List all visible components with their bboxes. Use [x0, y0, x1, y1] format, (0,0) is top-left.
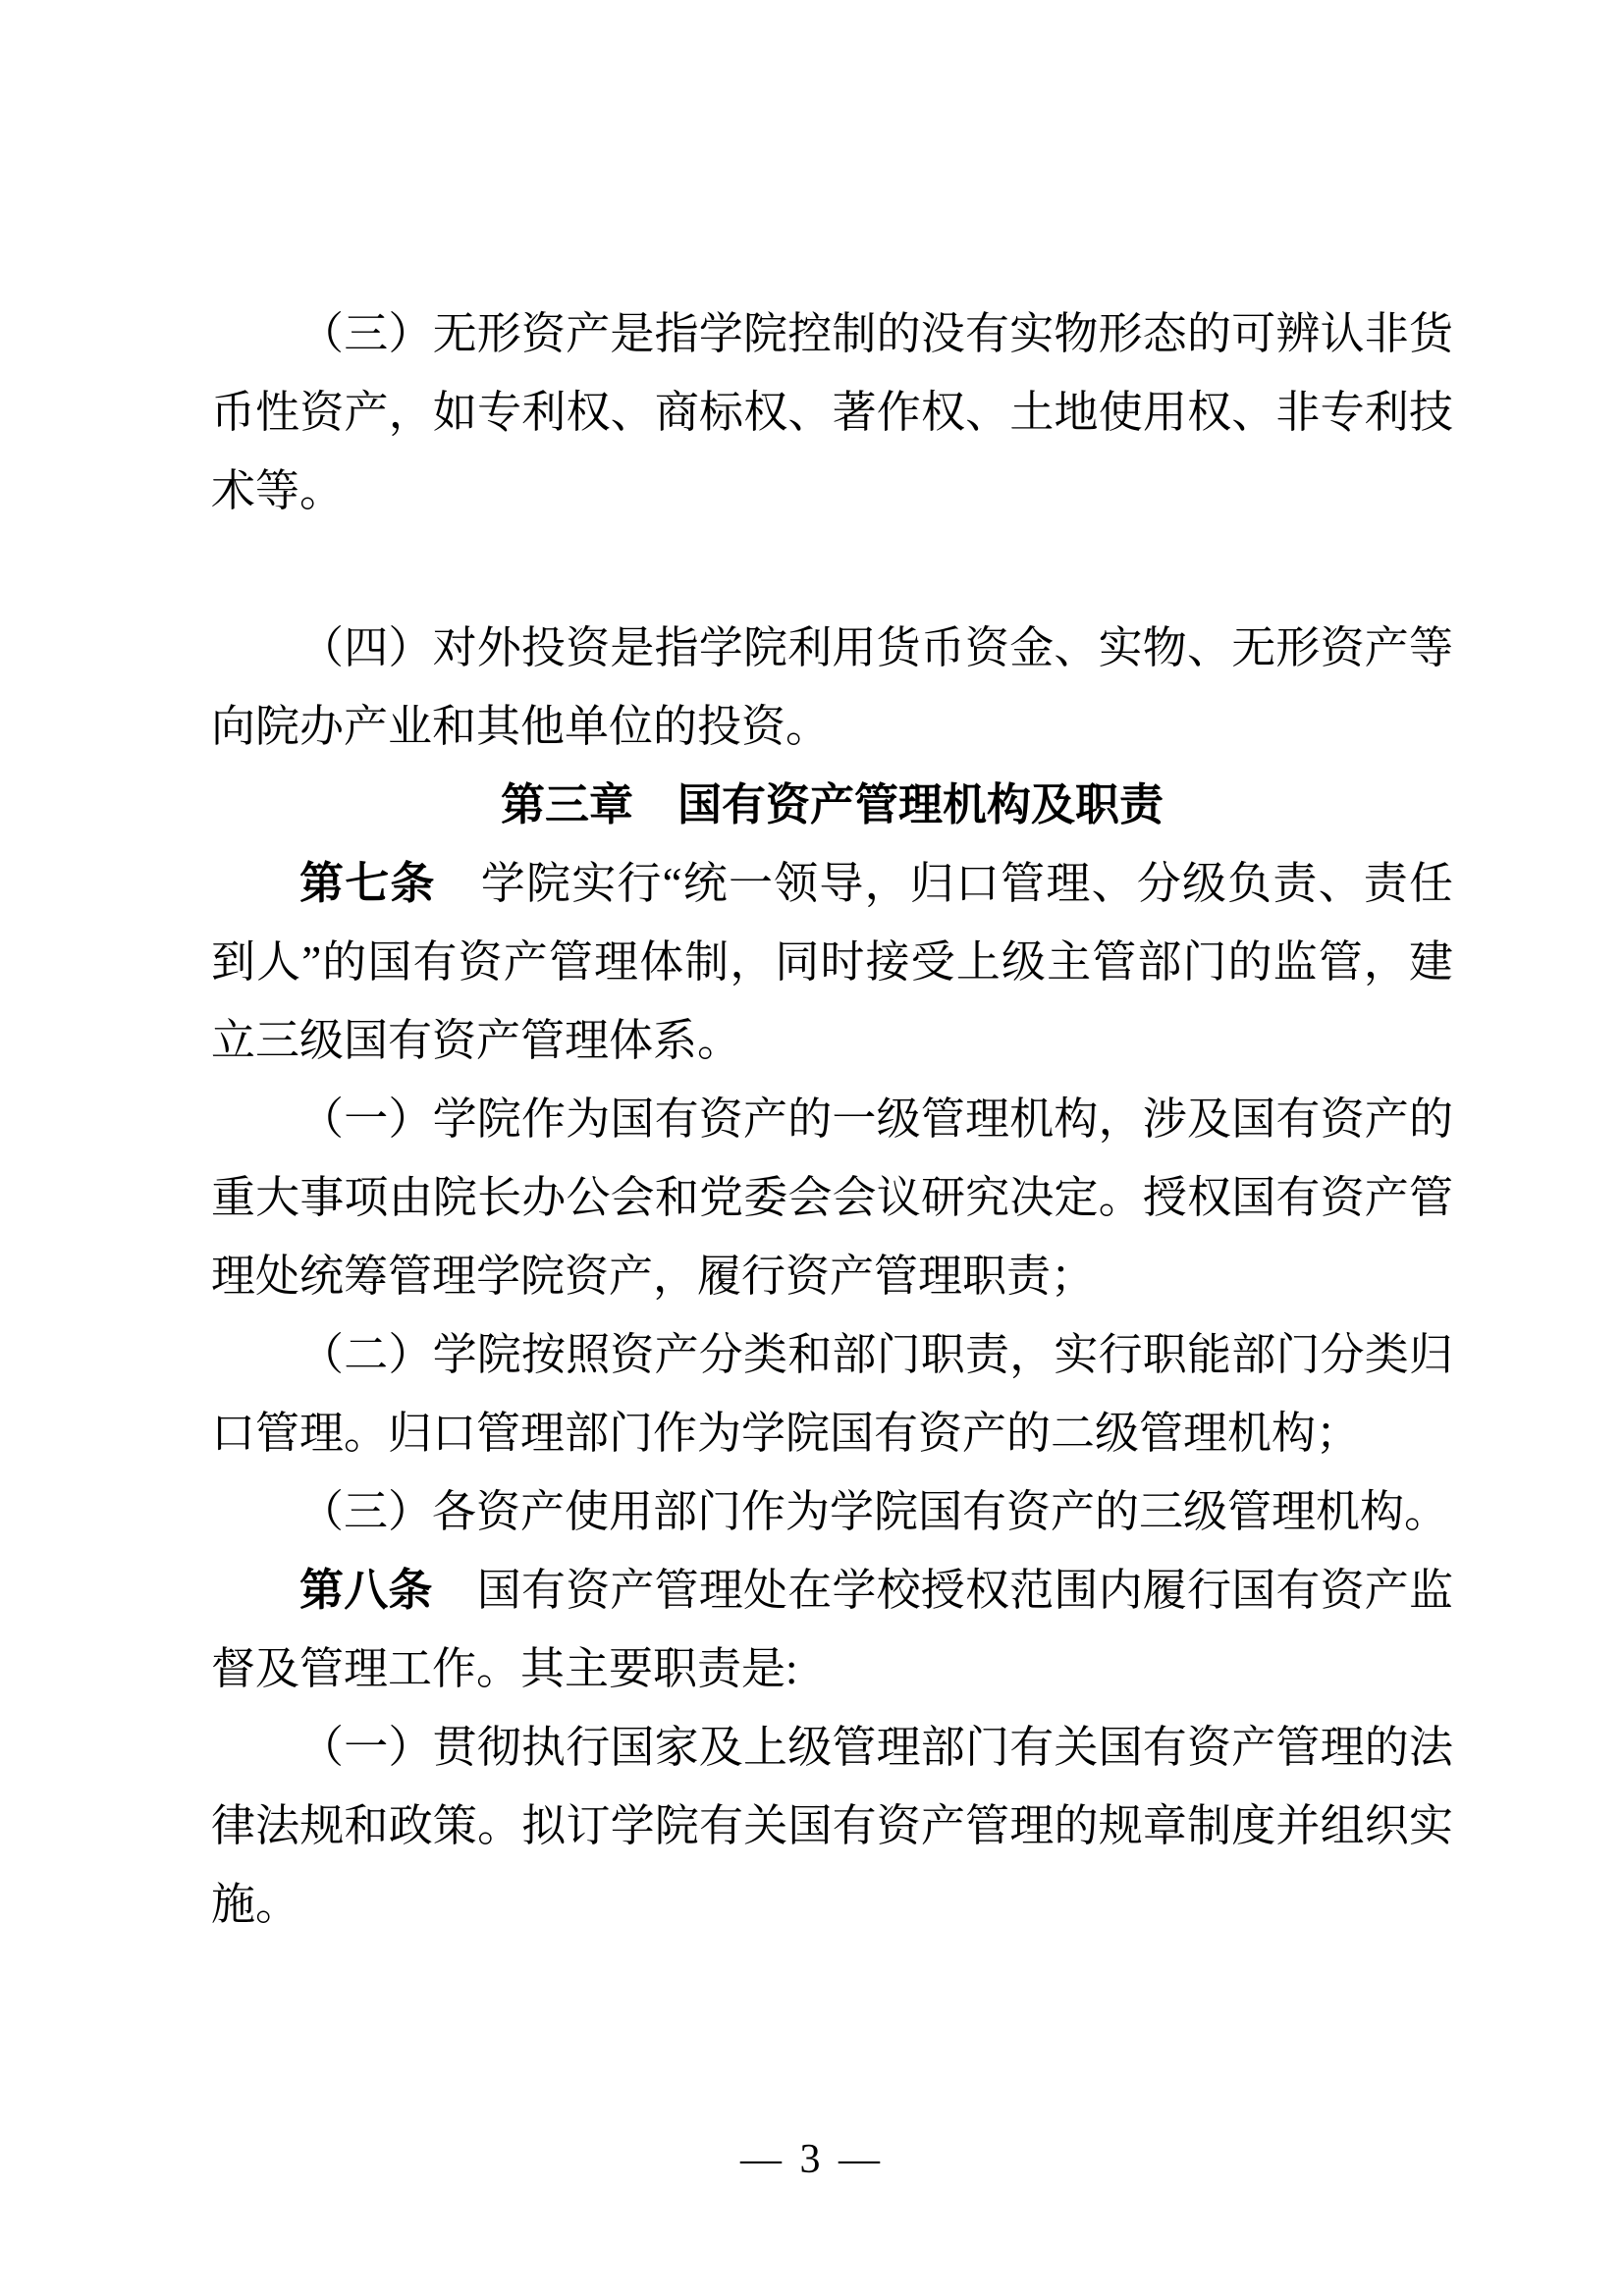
paragraph-item-4-external-investment: （四）对外投资是指学院利用货币资金、实物、无形资产等向院办产业和其他单位的投资。 — [211, 623, 1453, 751]
paragraph-item-3-intangible-assets: （三）无形资产是指学院控制的没有实物形态的可辨认非货币性资产，如专利权、商标权、著作权、土地使用权、非专利技术等。 — [211, 309, 1453, 515]
chapter-heading: 第三章 国有资产管理机构及职责 — [500, 779, 1164, 829]
page-number: — 3 — — [740, 2137, 884, 2182]
paragraph-article-7-item-3: （三）各资产使用部门作为学院国有资产的三级管理机构。 — [299, 1487, 1449, 1536]
paragraph-article-8 — [211, 1551, 1453, 1708]
article-8-number: 第八条 — [299, 1565, 433, 1615]
article-7-number: 第七条 — [299, 858, 436, 908]
article-7-text: 学院实行“统一领导，归口管理、分级负责、责任到人”的国有资产管理体制，同时接受上级主管部门的监管，建立三级国有资产管理体系。 — [211, 859, 1453, 1065]
paragraph-article-7 — [211, 844, 1453, 1080]
document-body — [211, 294, 1453, 1944]
article-8-text: 国有资产管理处在学校授权范围内履行国有资产监督及管理工作。其主要职责是: — [211, 1566, 1453, 1693]
paragraph-article-7-item-1: （一）学院作为国有资产的一级管理机构，涉及国有资产的重大事项由院长办公会和党委会会议研究决定。授权国有资产管理处统筹管理学院资产，履行资产管理职责； — [211, 1095, 1453, 1301]
paragraph-article-7-item-2: （二）学院按照资产分类和部门职责，实行职能部门分类归口管理。归口管理部门作为学院国有资产的二级管理机构； — [211, 1330, 1453, 1458]
paragraph-article-8-item-1: （一）贯彻执行国家及上级管理部门有关国有资产管理的法律法规和政策。拟订学院有关国有资产管理的规章制度并组织实施。 — [211, 1723, 1453, 1929]
